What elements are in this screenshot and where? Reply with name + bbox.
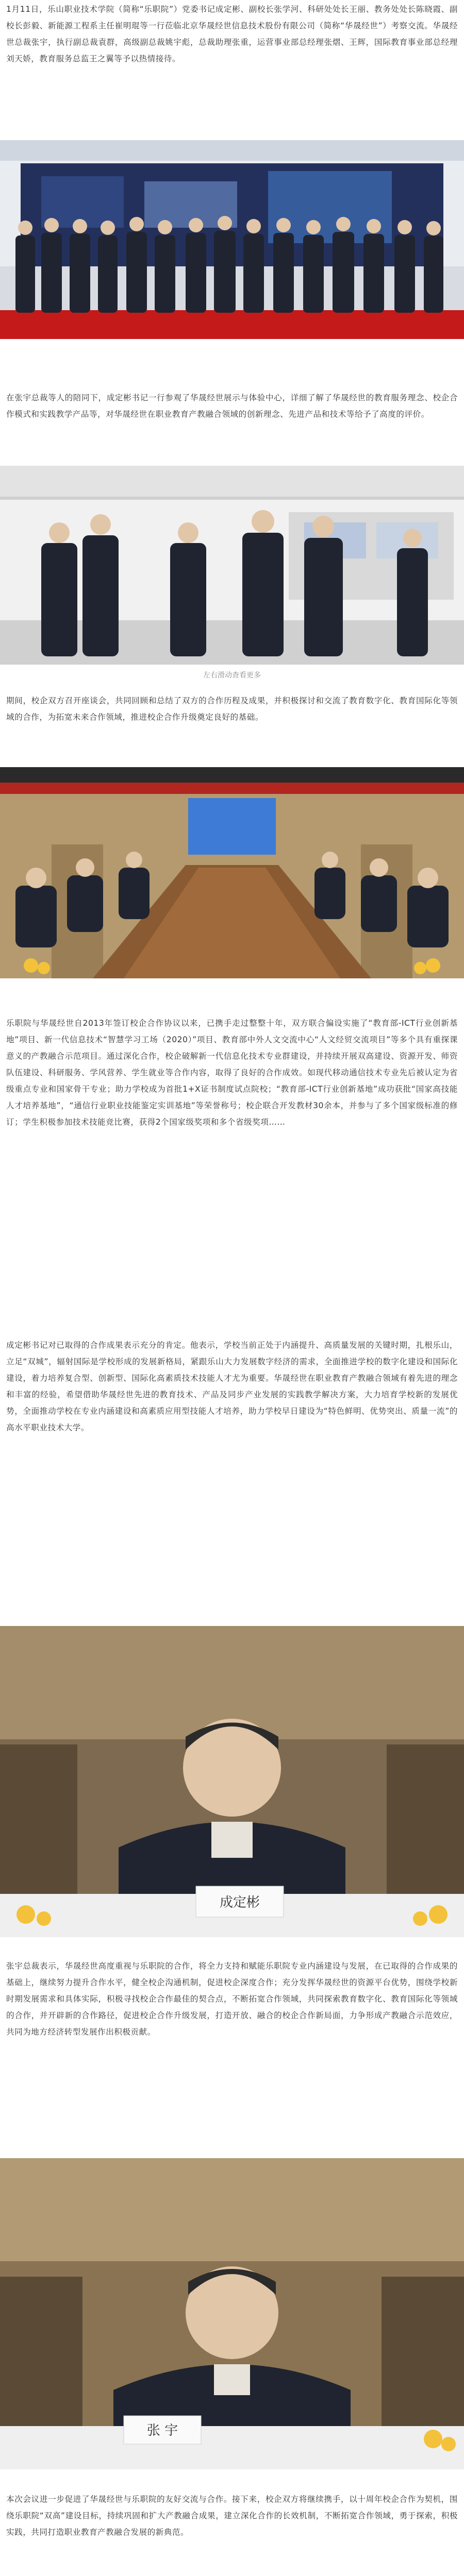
nameplate-zhang: 张 宇 <box>146 2423 178 2438</box>
president-remarks-paragraph: 张宇总裁表示，华晟经世高度重视与乐职院的合作，将全力支持和赋能乐职院专业内涵建设与发展，在已取得的合作成果的基础上，继续努力提升合作水平，健全校企沟通机制，促进校企深度合作；充分发挥华晟经世的资源平台优势，围绕学校新时期发展需求和具体实际，积极寻找校企合作最佳的契合点，不断拓宽合作领域，共同探索教育数字化、教育国际化等领域的合作，并开辟新的合作路径，促进校企合作升级发展，打造开放、融合的校企合作新局面，力争形成产教融合示范效应，共同为地方经济转型发展作出积极贡献。 <box>6 1961 458 2037</box>
cheng-dingbin-photo <box>0 1626 464 1937</box>
showroom-photo <box>0 466 464 665</box>
cooperation-history-paragraph: 乐职院与华晟经世自2013年签订校企合作协议以来，已携手走过整整十年，双方联合偏设实施了“教育部-ICT行业创新基地”项目、新一代信息技术“智慧学习工场（2020）”项目、教育部中外人文交流中心“人文经贸交流项目”等多个具有重探课意义的产教融合示范项目。通过深化合作，校企破解新一代信息化技术专业群建设，并持续开展双高建设、资源开发、师资队伍建设、科研服务、学风营养、学生就业等合作内容，取得了良好的合作成效。如现代移动通信技术专业先后被认定为省级重点专业和国家骨干专业；助力学校成为首批1+X证书制度试点院校；“教育部-ICT行业创新基地”成功获批“国家高技能人才培养基地”，“通信行业职业技能鉴定实训基地”等荣誉称号；校企联合开发教材30余本，并参与了多个国家级标准的修订；学生积极参加技术技能竞比赛，获得2个国家级奖项和多个省级奖项…… <box>6 1019 458 1127</box>
group-photo <box>0 140 464 339</box>
meeting-photo <box>0 767 464 978</box>
intro-paragraph: 1月11日，乐山职业技术学院（简称“乐职院”）党委书记成定彬、副校长张学河、科研处处长王丽、教务处处长陈晓霞、副校长彭毅、新能源工程系主任崔明琨等一行莅临北京华晟经世信息技术股份有限公司（简称“华晟经世”）考察交流。华晟经世总裁张宇，执行副总裁袁群，高级副总裁姚宇彪，总裁助理张重，运营事业部总经理张熠、王辉，国际教育事业部总经理刘天娇，教育服务总监王之翼等予以热情接待。 <box>6 5 458 63</box>
zhang-yu-photo <box>0 2158 464 2469</box>
visit-paragraph: 在张宇总裁等人的陪同下，成定彬书记一行参观了华晟经世展示与体验中心，详细了解了华晟经世的教育服务理念、校企合作模式和实践教学产品等，对华晟经世在职业教育产教融合领域的创新理念、先进产品和技术等给予了高度的评价。 <box>6 393 458 419</box>
meeting-paragraph: 期间，校企双方召开座谈会，共同回顾和总结了双方的合作历程及成果，并积极探讨和交流了教育数字化、教育国际化等领域的合作，为拓宽未来合作领域，推进校企合作升级奠定良好的基础。 <box>6 696 458 722</box>
red-carpet <box>0 310 464 339</box>
meeting-banner <box>0 783 464 794</box>
projection-screen <box>188 798 276 855</box>
swipe-caption: 左右滑动查看更多 <box>203 671 261 680</box>
closing-paragraph: 本次会议进一步促进了华晟经世与乐职院的友好交流与合作。接下来，校企双方将继续携手，以十周年校企合作为契机，围绕乐职院“双高”建设目标，持续巩固和扩大产教融合成果，建立深化合作的长效机制，不断拓宽合作领域，勇于探索，积极实践，共同打造职业教育产教融合发展的新典范。 <box>6 2495 458 2537</box>
party-secretary-remarks-paragraph: 成定彬书记对已取得的合作成果表示充分的肯定。他表示，学校当前正处于内涵提升、高质量发展的关键时期，扎根乐山，立足“双城”，辐射国际是学校形成的发展新格局，紧跟乐山大力发展数字经济的需求，全面推进学校的数字化建设和国际化建设，着力培养复合型、创新型、国际化高素质技术技能人才尤为重要。华晟经世在职业教育产教融合领域有着先进的理念和丰富的经验，希望借助华晟经世先进的教育技术、产品及同步产业发展的实践教学解决方案，大力培育学校新的发展优势，全面推动学校在专业内涵建设和高素质应用型技能人才培养，助力学校早日建设为“特色鲜明、优势突出、质量一流”的高水平职业技术大学。 <box>6 1341 458 1432</box>
nameplate-cheng: 成定彬 <box>219 1895 260 1910</box>
